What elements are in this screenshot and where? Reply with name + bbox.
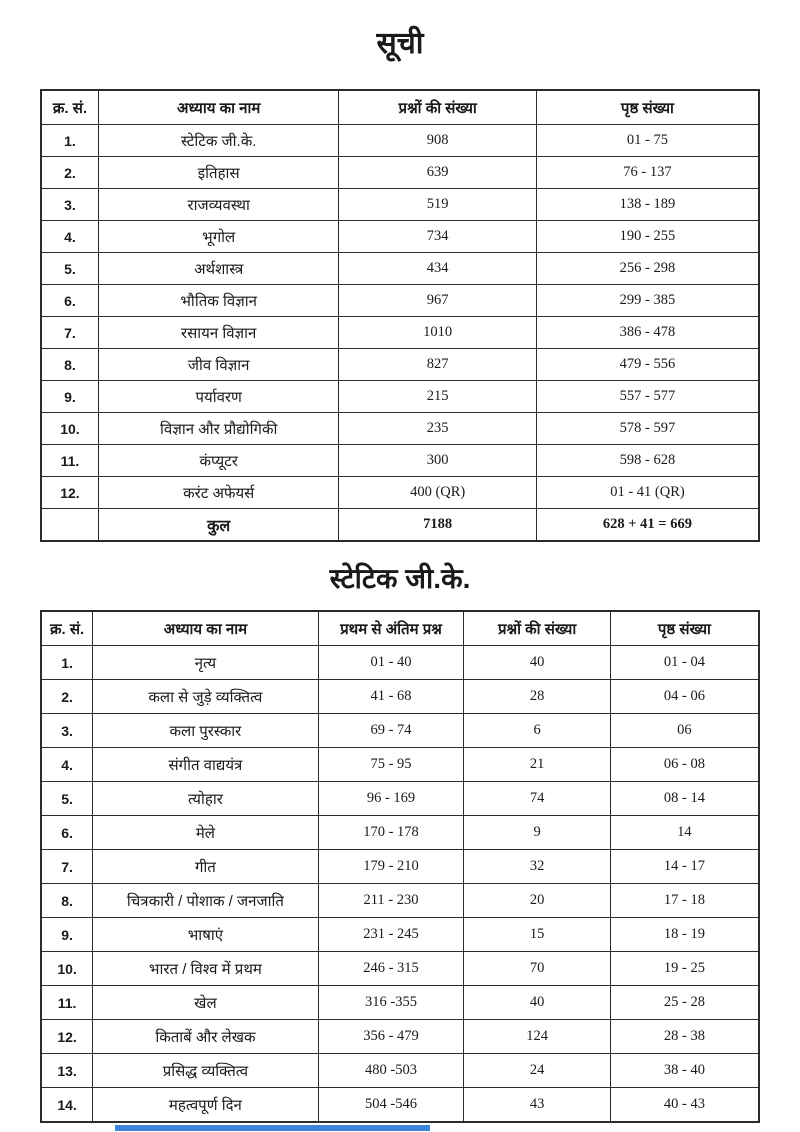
table-cell: 3. xyxy=(41,714,93,748)
table-cell: 25 - 28 xyxy=(610,986,759,1020)
table-cell: 190 - 255 xyxy=(536,221,759,253)
table-cell: विज्ञान और प्रौद्योगिकी xyxy=(98,413,339,445)
table-cell: 41 - 68 xyxy=(318,680,464,714)
table-cell: 434 xyxy=(339,253,536,285)
table-cell: 28 - 38 xyxy=(610,1020,759,1054)
table-cell: 20 xyxy=(464,884,610,918)
table-cell: 967 xyxy=(339,285,536,317)
static-gk-table-section xyxy=(0,610,800,1123)
table-cell: 908 xyxy=(339,125,536,157)
table-row xyxy=(41,1054,759,1088)
table-cell: महत्वपूर्ण दिन xyxy=(93,1088,318,1123)
table-row xyxy=(41,317,759,349)
table-cell: 14 xyxy=(610,816,759,850)
table-cell: 01 - 41 (QR) xyxy=(536,477,759,509)
table-cell: 70 xyxy=(464,952,610,986)
table-cell: 9. xyxy=(41,381,98,413)
table-cell: 5. xyxy=(41,253,98,285)
table-cell: 96 - 169 xyxy=(318,782,464,816)
table-cell: त्योहार xyxy=(93,782,318,816)
table-cell: 10. xyxy=(41,952,93,986)
table-cell: 7. xyxy=(41,317,98,349)
table-cell: खेल xyxy=(93,986,318,1020)
table-row xyxy=(41,189,759,221)
column-header: अध्याय का नाम xyxy=(98,90,339,125)
column-header: प्रथम से अंतिम प्रश्न xyxy=(318,611,464,646)
table-cell: 504 -546 xyxy=(318,1088,464,1123)
table-cell: कला पुरस्कार xyxy=(93,714,318,748)
table-cell: कंप्यूटर xyxy=(98,445,339,477)
table-cell: 10. xyxy=(41,413,98,445)
table-cell: संगीत वाद्ययंत्र xyxy=(93,748,318,782)
table-cell: 14. xyxy=(41,1088,93,1123)
table-cell: 21 xyxy=(464,748,610,782)
table-cell: 11. xyxy=(41,445,98,477)
table-cell: 15 xyxy=(464,918,610,952)
total-cell: 7188 xyxy=(339,509,536,542)
table-cell: 2. xyxy=(41,680,93,714)
table-row xyxy=(41,253,759,285)
table-cell: 211 - 230 xyxy=(318,884,464,918)
table-cell: 519 xyxy=(339,189,536,221)
table-cell: 598 - 628 xyxy=(536,445,759,477)
section-title: स्टेटिक जी.के. xyxy=(329,563,471,594)
table-cell: 06 - 08 xyxy=(610,748,759,782)
table-cell: 24 xyxy=(464,1054,610,1088)
table-cell: 6 xyxy=(464,714,610,748)
table-cell: 40 xyxy=(464,986,610,1020)
table-cell: इतिहास xyxy=(98,157,339,189)
table-cell: 69 - 74 xyxy=(318,714,464,748)
table-row xyxy=(41,952,759,986)
table-cell: चित्रकारी / पोशाक / जनजाति xyxy=(93,884,318,918)
page-title: सूची xyxy=(376,27,424,60)
table-cell: भौतिक विज्ञान xyxy=(98,285,339,317)
table-row xyxy=(41,714,759,748)
table-cell: 04 - 06 xyxy=(610,680,759,714)
table-cell: 1010 xyxy=(339,317,536,349)
table-cell: 9 xyxy=(464,816,610,850)
total-row xyxy=(41,509,759,542)
column-header: प्रश्नों की संख्या xyxy=(339,90,536,125)
table-cell: 6. xyxy=(41,816,93,850)
table-cell: नृत्य xyxy=(93,646,318,680)
table-cell: 734 xyxy=(339,221,536,253)
column-header: क्र. सं. xyxy=(41,611,93,646)
table-cell: 13. xyxy=(41,1054,93,1088)
table-row xyxy=(41,349,759,381)
table-cell: करंट अफेयर्स xyxy=(98,477,339,509)
table-cell: 578 - 597 xyxy=(536,413,759,445)
table-cell: 124 xyxy=(464,1020,610,1054)
table-cell: 28 xyxy=(464,680,610,714)
table-cell: 12. xyxy=(41,1020,93,1054)
table-cell: स्टेटिक जी.के. xyxy=(98,125,339,157)
table-row xyxy=(41,1088,759,1123)
table-cell: 170 - 178 xyxy=(318,816,464,850)
table-cell: 01 - 04 xyxy=(610,646,759,680)
table-cell: 40 xyxy=(464,646,610,680)
table-cell: 480 -503 xyxy=(318,1054,464,1088)
table-cell: पर्यावरण xyxy=(98,381,339,413)
index-table-section xyxy=(0,89,800,542)
table-cell: 12. xyxy=(41,477,98,509)
table-cell: भाषाएं xyxy=(93,918,318,952)
table-row xyxy=(41,157,759,189)
table-cell: 9. xyxy=(41,918,93,952)
table-row xyxy=(41,477,759,509)
total-cell: कुल xyxy=(98,509,339,542)
table-cell: 179 - 210 xyxy=(318,850,464,884)
table-row xyxy=(41,221,759,253)
table-cell: 17 - 18 xyxy=(610,884,759,918)
table-cell: जीव विज्ञान xyxy=(98,349,339,381)
table-cell: 1. xyxy=(41,125,98,157)
column-header: क्र. सं. xyxy=(41,90,98,125)
table-row xyxy=(41,381,759,413)
table-cell: 74 xyxy=(464,782,610,816)
table-cell: अर्थशास्त्र xyxy=(98,253,339,285)
table-cell: 235 xyxy=(339,413,536,445)
table-row xyxy=(41,748,759,782)
table-cell: प्रसिद्ध व्यक्तित्व xyxy=(93,1054,318,1088)
table-cell: 256 - 298 xyxy=(536,253,759,285)
table-cell: 14 - 17 xyxy=(610,850,759,884)
table-cell: 356 - 479 xyxy=(318,1020,464,1054)
table-row xyxy=(41,646,759,680)
table-cell: 38 - 40 xyxy=(610,1054,759,1088)
table-cell: 11. xyxy=(41,986,93,1020)
table-row xyxy=(41,782,759,816)
table-cell: 386 - 478 xyxy=(536,317,759,349)
index-table-body xyxy=(41,125,759,542)
table-cell: 43 xyxy=(464,1088,610,1123)
table-cell: राजव्यवस्था xyxy=(98,189,339,221)
table-cell: 76 - 137 xyxy=(536,157,759,189)
table-cell: 231 - 245 xyxy=(318,918,464,952)
table-row xyxy=(41,413,759,445)
column-header: अध्याय का नाम xyxy=(93,611,318,646)
table-cell: 8. xyxy=(41,349,98,381)
table-cell: 299 - 385 xyxy=(536,285,759,317)
table-cell: 316 -355 xyxy=(318,986,464,1020)
table-cell: 18 - 19 xyxy=(610,918,759,952)
table-cell: 138 - 189 xyxy=(536,189,759,221)
table-cell: 01 - 40 xyxy=(318,646,464,680)
table-cell: 639 xyxy=(339,157,536,189)
table-cell: 08 - 14 xyxy=(610,782,759,816)
table-cell: 01 - 75 xyxy=(536,125,759,157)
table-row xyxy=(41,125,759,157)
table-cell: 6. xyxy=(41,285,98,317)
table-cell: 19 - 25 xyxy=(610,952,759,986)
table-cell: 400 (QR) xyxy=(339,477,536,509)
table-row xyxy=(41,986,759,1020)
table-cell: रसायन विज्ञान xyxy=(98,317,339,349)
static-gk-table-body xyxy=(41,646,759,1123)
table-cell: 557 - 577 xyxy=(536,381,759,413)
table-cell: 7. xyxy=(41,850,93,884)
table-cell: किताबें और लेखक xyxy=(93,1020,318,1054)
table-cell: 479 - 556 xyxy=(536,349,759,381)
table-cell: 8. xyxy=(41,884,93,918)
table-cell: गीत xyxy=(93,850,318,884)
table-cell: 40 - 43 xyxy=(610,1088,759,1123)
table-cell: कला से जुड़े व्यक्तित्व xyxy=(93,680,318,714)
static-gk-table xyxy=(40,610,760,1123)
table-cell: 2. xyxy=(41,157,98,189)
table-row xyxy=(41,1020,759,1054)
table-cell: भारत / विश्व में प्रथम xyxy=(93,952,318,986)
table-cell: मेले xyxy=(93,816,318,850)
static-gk-table-header xyxy=(41,611,759,646)
table-cell: 300 xyxy=(339,445,536,477)
table-cell: 06 xyxy=(610,714,759,748)
table-cell: 4. xyxy=(41,748,93,782)
total-cell: 628 + 41 = 669 xyxy=(536,509,759,542)
bottom-blue-bar xyxy=(115,1125,430,1131)
table-row xyxy=(41,285,759,317)
table-row xyxy=(41,445,759,477)
table-cell: 1. xyxy=(41,646,93,680)
column-header: प्रश्नों की संख्या xyxy=(464,611,610,646)
table-cell: 215 xyxy=(339,381,536,413)
header-row xyxy=(41,90,759,125)
index-table-header xyxy=(41,90,759,125)
table-row xyxy=(41,884,759,918)
table-row xyxy=(41,680,759,714)
table-cell: 32 xyxy=(464,850,610,884)
table-cell: 827 xyxy=(339,349,536,381)
table-cell: 5. xyxy=(41,782,93,816)
table-cell: 246 - 315 xyxy=(318,952,464,986)
table-cell: 4. xyxy=(41,221,98,253)
column-header: पृष्ठ संख्या xyxy=(536,90,759,125)
column-header: पृष्ठ संख्या xyxy=(610,611,759,646)
index-table xyxy=(40,89,760,542)
table-cell: 3. xyxy=(41,189,98,221)
header-row xyxy=(41,611,759,646)
table-row xyxy=(41,918,759,952)
table-cell: भूगोल xyxy=(98,221,339,253)
total-cell xyxy=(41,509,98,542)
table-row xyxy=(41,816,759,850)
table-row xyxy=(41,850,759,884)
table-cell: 75 - 95 xyxy=(318,748,464,782)
